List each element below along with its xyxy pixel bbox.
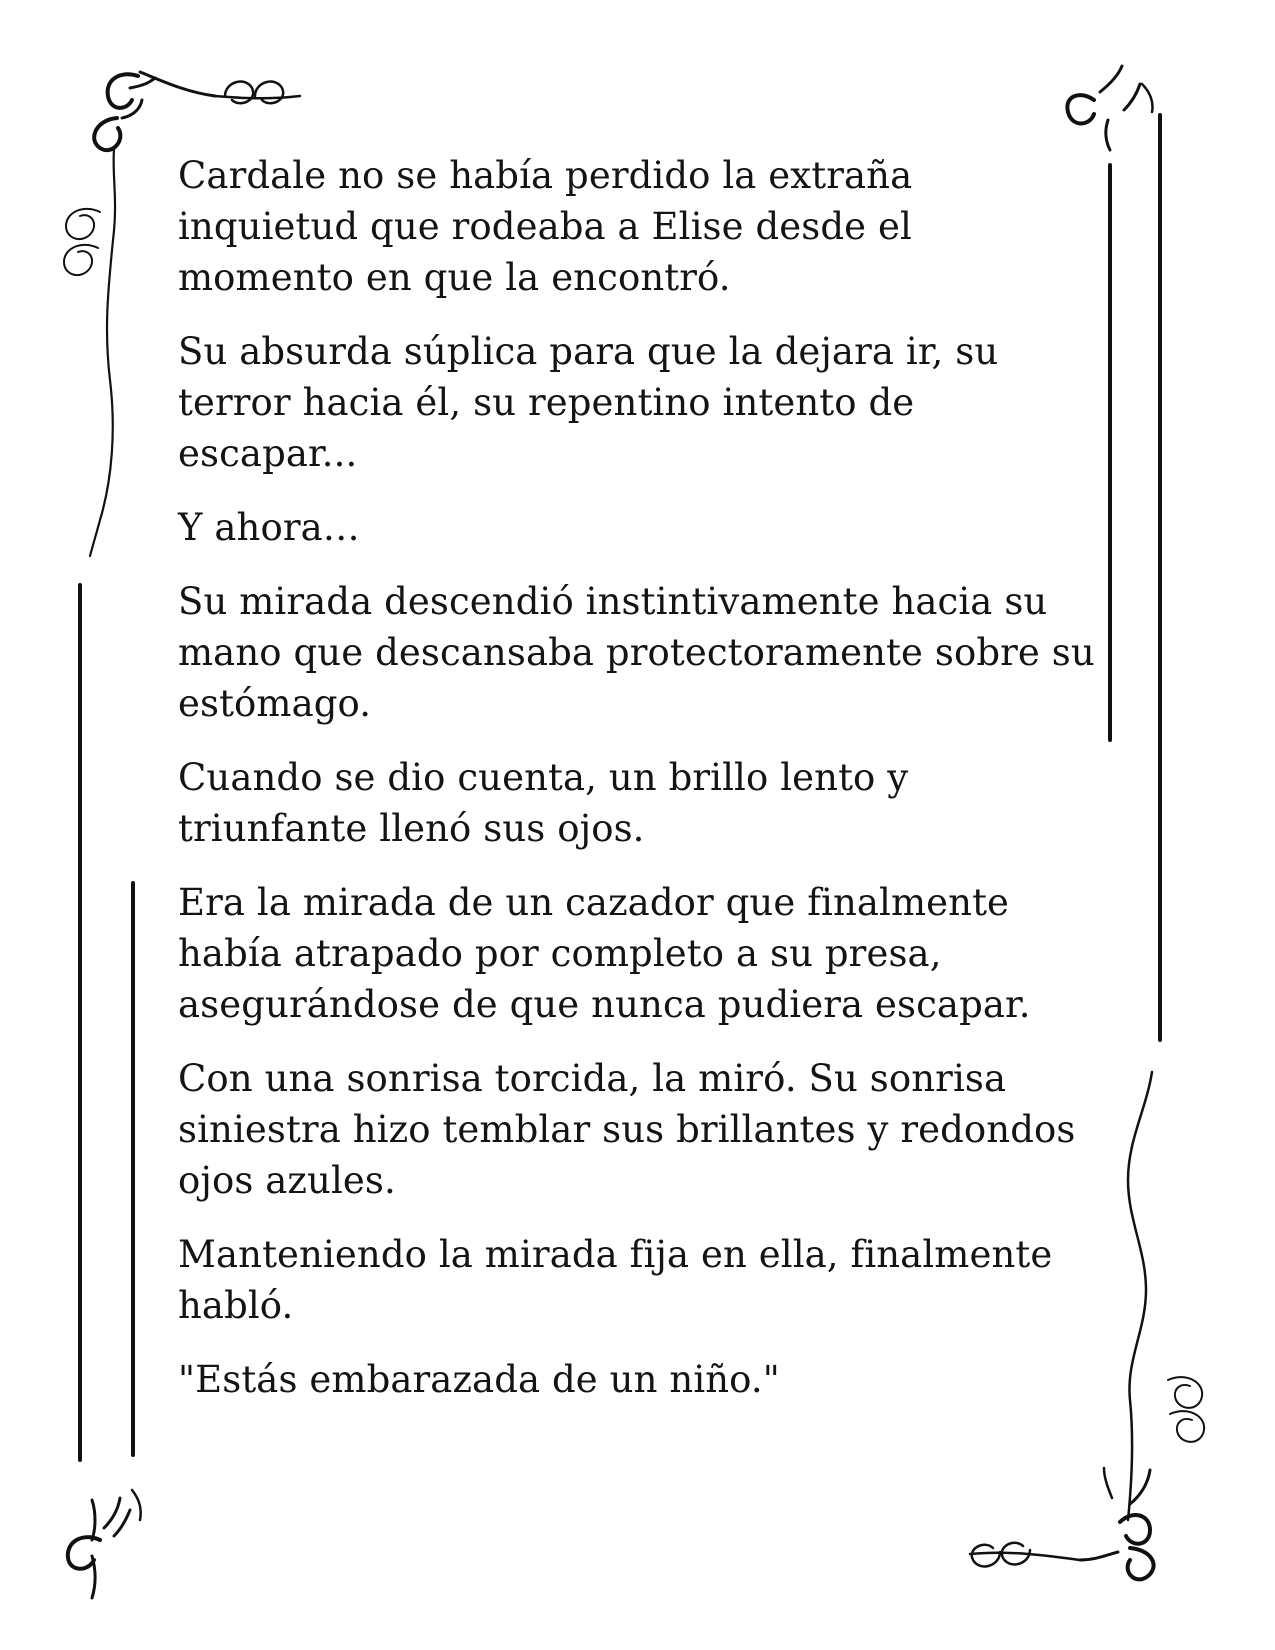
paragraph-3: Y ahora… <box>178 506 360 549</box>
paragraph-7: Con una sonrisa torcida, la miró. Su sonrisa siniestra hizo temblar sus brillantes y redondos ojos azules. <box>178 1057 1076 1202</box>
paragraph-2: Su absurda súplica para que la dejara ir, su terror hacia él, su repentino intento de escapar... <box>178 330 999 475</box>
paragraph-8: Manteniendo la mirada fija en ella, finalmente habló. <box>178 1233 1053 1327</box>
story-text <box>178 150 1113 1428</box>
paragraph-4: Su mirada descendió instintivamente hacia su mano que descansaba protectoramente sobre su estómago. <box>178 580 1095 725</box>
paragraph-6: Era la mirada de un cazador que finalmente había atrapado por completo a su presa, asegurándose de que nunca pudiera escapar. <box>178 881 1031 1026</box>
paragraph-5: Cuando se dio cuenta, un brillo lento y triunfante llenó sus ojos. <box>178 756 909 850</box>
bottom-left-flourish <box>68 1490 141 1598</box>
paragraph-1: Cardale no se había perdido la extraña inquietud que rodeaba a Elise desde el momento en que la encontró. <box>178 154 913 299</box>
paragraph-9: "Estás embarazada de un niño." <box>178 1358 780 1401</box>
